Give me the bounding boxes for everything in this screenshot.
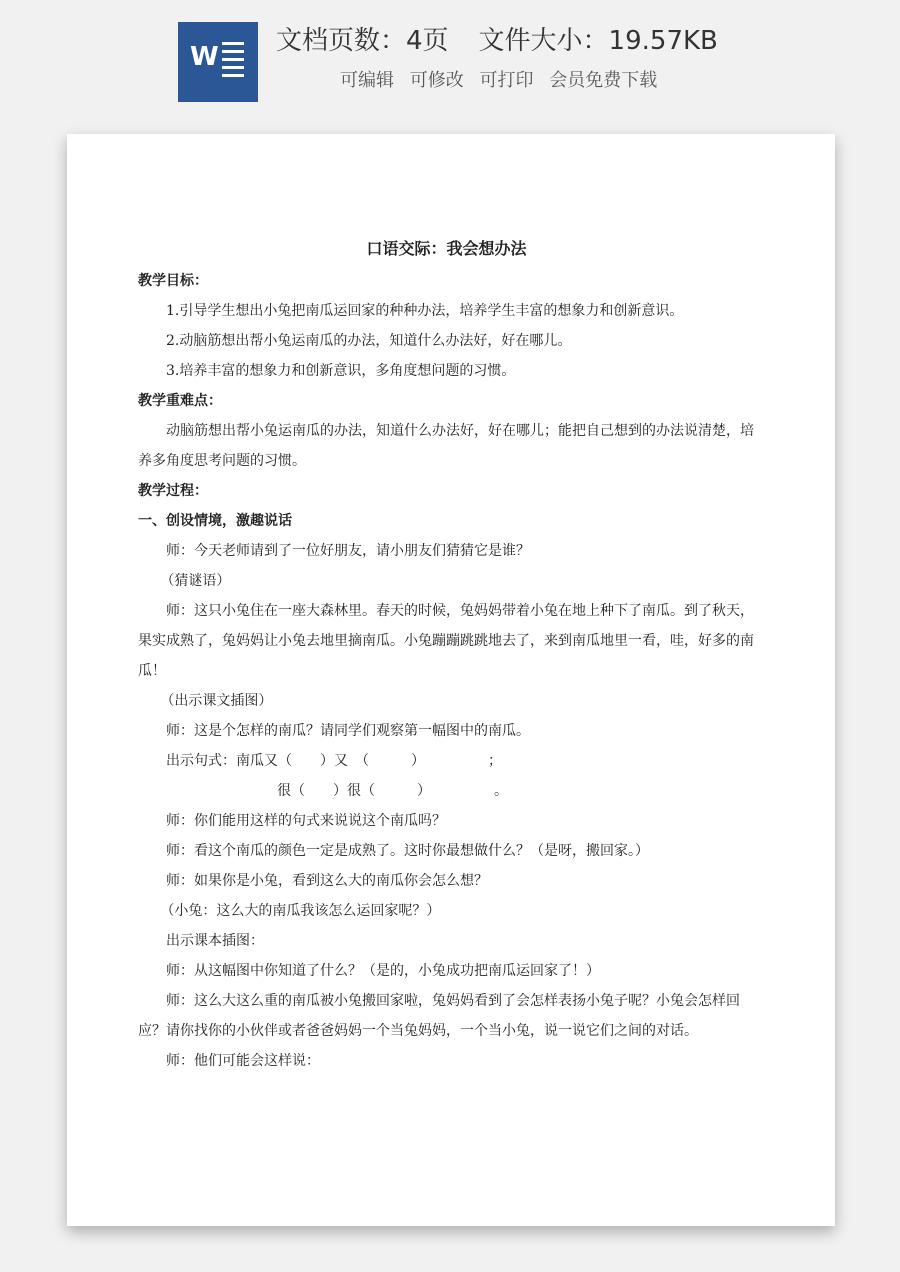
page-count: 文档页数：4页	[276, 26, 449, 56]
process-heading: 教学过程：	[138, 483, 208, 499]
paragraph: （猜谜语）	[160, 573, 231, 589]
paragraph: （小兔：这么大的南瓜我该怎么运回家呢？）	[160, 903, 441, 919]
section-heading: 一、创设情境，激趣说话	[138, 513, 292, 529]
paragraph: 师：这么大这么重的南瓜被小兔搬回家啦，兔妈妈看到了会怎样表扬小兔子呢？小兔会怎样回应？请你找你的小伙伴或者爸爸妈妈一个当兔妈妈，一个当小兔，说一说它们之间的对话。	[138, 993, 740, 1039]
document-page	[67, 134, 835, 1226]
key-points-heading: 教学重难点：	[138, 393, 222, 409]
document-body	[138, 234, 755, 1076]
feature-list	[340, 66, 667, 92]
paragraph: 师：他们可能会这样说：	[166, 1053, 320, 1069]
goal-item: 1.引导学生想出小兔把南瓜运回家的种种办法，培养学生丰富的想象力和创新意识。	[166, 303, 684, 319]
paragraph: 师：你们能用这样的句式来说说这个南瓜吗？	[166, 813, 446, 829]
feature-editable: 可编辑	[340, 70, 394, 91]
sentence-pattern: 很（ ）很（ ） 。	[277, 783, 508, 799]
word-document-icon: W	[178, 22, 258, 102]
sentence-pattern: 出示句式：南瓜又（ ）又 （ ） ；	[166, 753, 502, 769]
paragraph: 师：从这幅图中你知道了什么？（是的，小兔成功把南瓜运回家了！）	[166, 963, 600, 979]
paragraph: 出示课本插图：	[166, 933, 264, 949]
feature-printable: 可打印	[479, 70, 534, 91]
download-header	[0, 0, 900, 120]
paragraph: 师：这只小兔住在一座大森林里。春天的时候，兔妈妈带着小兔在地上种下了南瓜。到了秋天，果实成熟了，兔妈妈让小兔去地里摘南瓜。小兔蹦蹦跳跳地去了，来到南瓜地里一看，哇，好多的南瓜！	[138, 603, 754, 679]
paragraph: 师：这是个怎样的南瓜？请同学们观察第一幅图中的南瓜。	[166, 723, 530, 739]
paragraph: 师：看这个南瓜的颜色一定是成熟了。这时你最想做什么？（是呀，搬回家。）	[166, 843, 649, 859]
file-size: 文件大小：19.57KB	[478, 26, 718, 56]
paragraph: 师：如果你是小兔，看到这么大的南瓜你会怎么想？	[166, 873, 488, 889]
goal-heading: 教学目标：	[138, 273, 208, 289]
document-info	[276, 20, 718, 57]
feature-modifiable: 可修改	[409, 70, 464, 91]
goal-item: 2.动脑筋想出帮小兔运南瓜的办法，知道什么办法好，好在哪儿。	[166, 333, 572, 349]
paragraph: 师：今天老师请到了一位好朋友，请小朋友们猜猜它是谁？	[166, 543, 530, 559]
paragraph: （出示课文插图）	[160, 693, 273, 709]
document-title: 口语交际：我会想办法	[366, 239, 527, 258]
feature-member-download: 会员免费下载	[549, 70, 658, 91]
goal-item: 3.培养丰富的想象力和创新意识，多角度想问题的习惯。	[166, 363, 516, 379]
key-points-text: 动脑筋想出帮小兔运南瓜的办法，知道什么办法好，好在哪儿；能把自己想到的办法说清楚，培养多角度思考问题的习惯。	[138, 423, 754, 469]
